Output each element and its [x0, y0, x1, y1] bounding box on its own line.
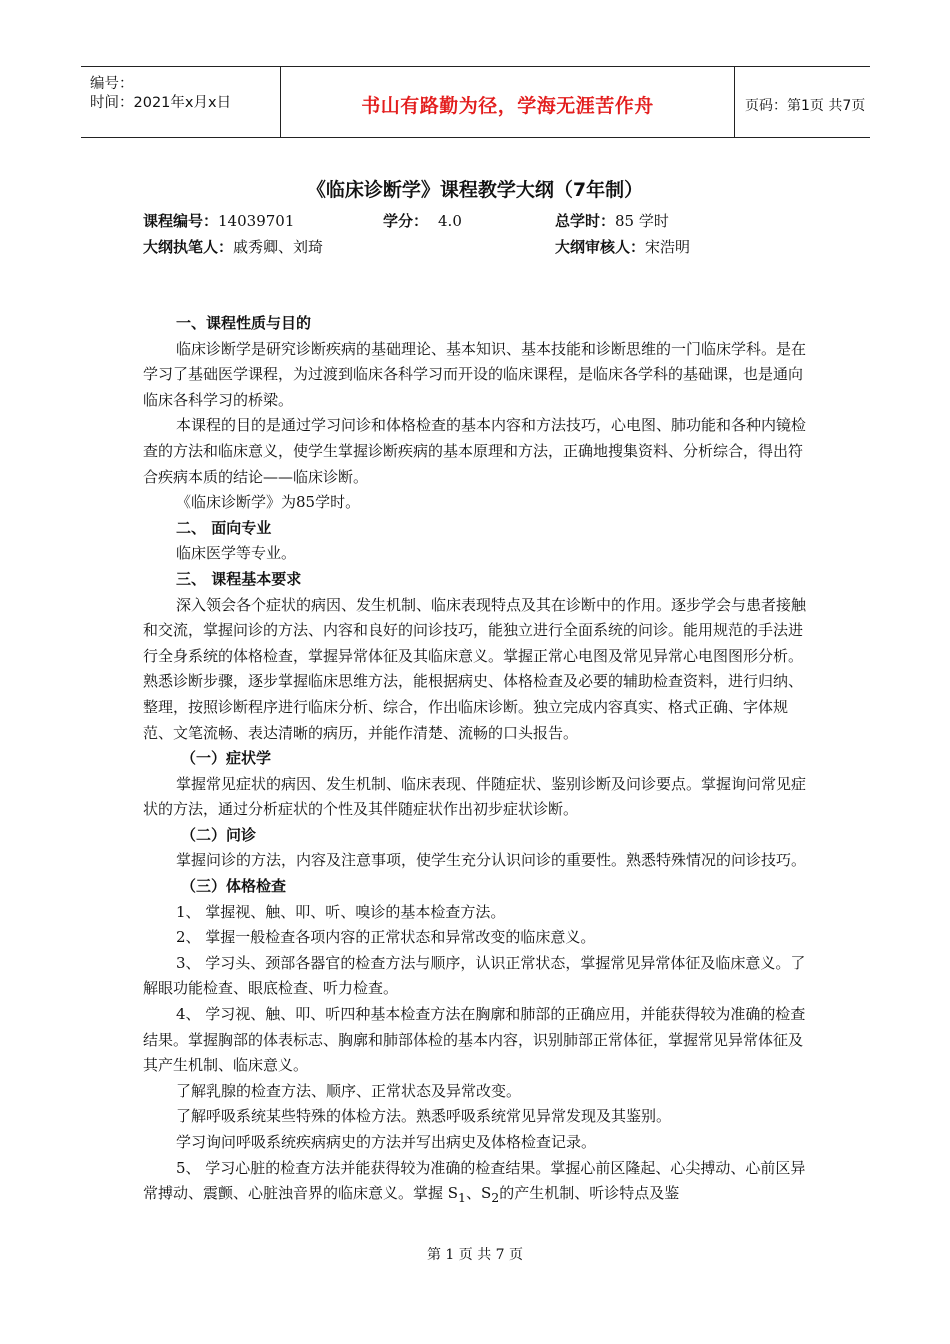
course-code-label: 课程编号： — [143, 212, 219, 230]
credits — [383, 210, 462, 231]
authors-value: 戚秀卿、刘琦 — [233, 238, 324, 256]
hours-value: 85 学时 — [615, 212, 669, 230]
section-heading: 二、 面向专业 — [176, 518, 272, 537]
item5-text-mid: 、S — [466, 1184, 492, 1203]
subsection-heading: （一）症状学 — [181, 749, 272, 768]
credits-value: 4.0 — [438, 212, 462, 230]
hours-label: 总学时： — [555, 212, 616, 230]
paragraph: 临床医学等专业。 — [176, 544, 297, 563]
header-page-number: 页码：第1页 共7页 — [745, 98, 866, 114]
subsection-heading: （二）问诊 — [181, 825, 257, 844]
paragraph: 《临床诊断学》为85学时。 — [176, 493, 361, 512]
page-footer: 第 1 页 共 7 页 — [426, 1247, 524, 1263]
syllabus-authors — [143, 236, 323, 257]
subsection-heading: （三）体格检查 — [181, 877, 287, 896]
paragraph: 了解呼吸系统某些特殊的体检方法。熟悉呼吸系统常见异常发现及其鉴别。 — [176, 1107, 672, 1126]
subscript-2: 2 — [491, 1190, 500, 1206]
numbered-item: 2、 掌握一般检查各项内容的正常状态和异常改变的临床意义。 — [176, 928, 596, 947]
header-time: 时间：2021年x月x日 — [90, 95, 232, 111]
paragraph: 掌握常见症状的病因、发生机制、临床表现、伴随症状、鉴别诊断及问诊要点。掌握询问常见症状的方法，通过分析症状的个性及其伴随症状作出初步症状诊断。 — [143, 774, 807, 819]
paragraph: 本课程的目的是通过学习问诊和体格检查的基本内容和方法技巧，心电图、肺功能和各种内镜检查的方法和临床意义，使学生掌握诊断疾病的基本原理和方法，正确地搜集资料、分析综合，得出符合疾病本质的结论——临床诊断。 — [143, 416, 807, 486]
credits-label: 学分： — [383, 212, 429, 230]
section-heading: 一、课程性质与目的 — [176, 314, 312, 332]
reviewer-label: 大纲审核人： — [555, 238, 646, 256]
serial-label: 编号： — [90, 76, 134, 92]
subscript-1: 1 — [458, 1190, 466, 1206]
numbered-item: 4、 学习视、触、叩、听四种基本检查方法在胸廓和肺部的正确应用，并能获得较为准确的检查结果。掌握胸部的体表标志、胸廓和肺部体检的基本内容，识别肺部正常体征，掌握常见异常体征及其产生机制、临床意义。 — [143, 1005, 806, 1075]
header-right-cell — [735, 67, 870, 137]
header-left-cell — [81, 67, 279, 137]
document-title: 《临床诊断学》课程教学大纲（7年制） — [306, 179, 644, 201]
header-motto: 书山有路勤为径，学海无涯苦作舟 — [361, 95, 654, 117]
reviewer-value: 宋浩明 — [645, 238, 691, 256]
item5-text-end: 的产生机制、听诊特点及鉴 — [499, 1184, 680, 1203]
total-hours — [555, 210, 669, 231]
course-code — [143, 210, 294, 231]
section-heading: 三、 课程基本要求 — [176, 569, 302, 588]
item5-text: 5、 学习心脏的检查方法并能获得较为准确的检查结果。掌握心前区隆起、心尖搏动、心前区异常搏动、震颤、心脏浊音界的临床意义。掌握 S — [143, 1158, 806, 1203]
course-code-value: 14039701 — [218, 212, 295, 230]
paragraph: 掌握问诊的方法，内容及注意事项，使学生充分认识问诊的重要性。熟悉特殊情况的问诊技巧。 — [176, 851, 807, 870]
paragraph: 临床诊断学是研究诊断疾病的基础理论、基本知识、基本技能和诊断思维的一门临床学科。是在学习了基础医学课程，为过渡到临床各科学习而开设的临床课程，是临床各学科的基础课，也是通向临床各科学习的桥梁。 — [143, 339, 807, 409]
header-center-cell — [280, 67, 735, 137]
authors-label: 大纲执笔人： — [143, 238, 234, 256]
numbered-item: 1、 掌握视、触、叩、听、嗅诊的基本检查方法。 — [176, 902, 506, 921]
header-table — [81, 66, 870, 138]
paragraph: 学习询问呼吸系统疾病病史的方法并写出病史及体格检查记录。 — [176, 1133, 597, 1151]
paragraph: 了解乳腺的检查方法、顺序、正常状态及异常改变。 — [176, 1081, 522, 1100]
numbered-item: 3、 学习头、颈部各器官的检查方法与顺序，认识正常状态，掌握常见异常体征及临床意义。了解眼功能检查、眼底检查、听力检查。 — [143, 953, 806, 998]
paragraph: 深入领会各个症状的病因、发生机制、临床表现特点及其在诊断中的作用。逐步学会与患者接触和交流，掌握问诊的方法、内容和良好的问诊技巧，能独立进行全面系统的问诊。能用规范的手法进行全身系统的体格检查，掌握异常体征及其临床意义。掌握正常心电图及常见异常心电图图形分析。熟悉诊断步骤，逐步掌握临床思维方法，能根据病史、体格检查及必要的辅助检查资料，进行归纳、整理，按照诊断程序进行临床分析、综合，作出临床诊断。独立完成内容真实、格式正确、字体规范、文笔流畅、表达清晰的病历，并能作清楚、流畅的口头报告。 — [143, 595, 807, 742]
syllabus-reviewer — [555, 236, 690, 257]
numbered-item — [143, 1156, 815, 1211]
document-body — [143, 311, 815, 1211]
